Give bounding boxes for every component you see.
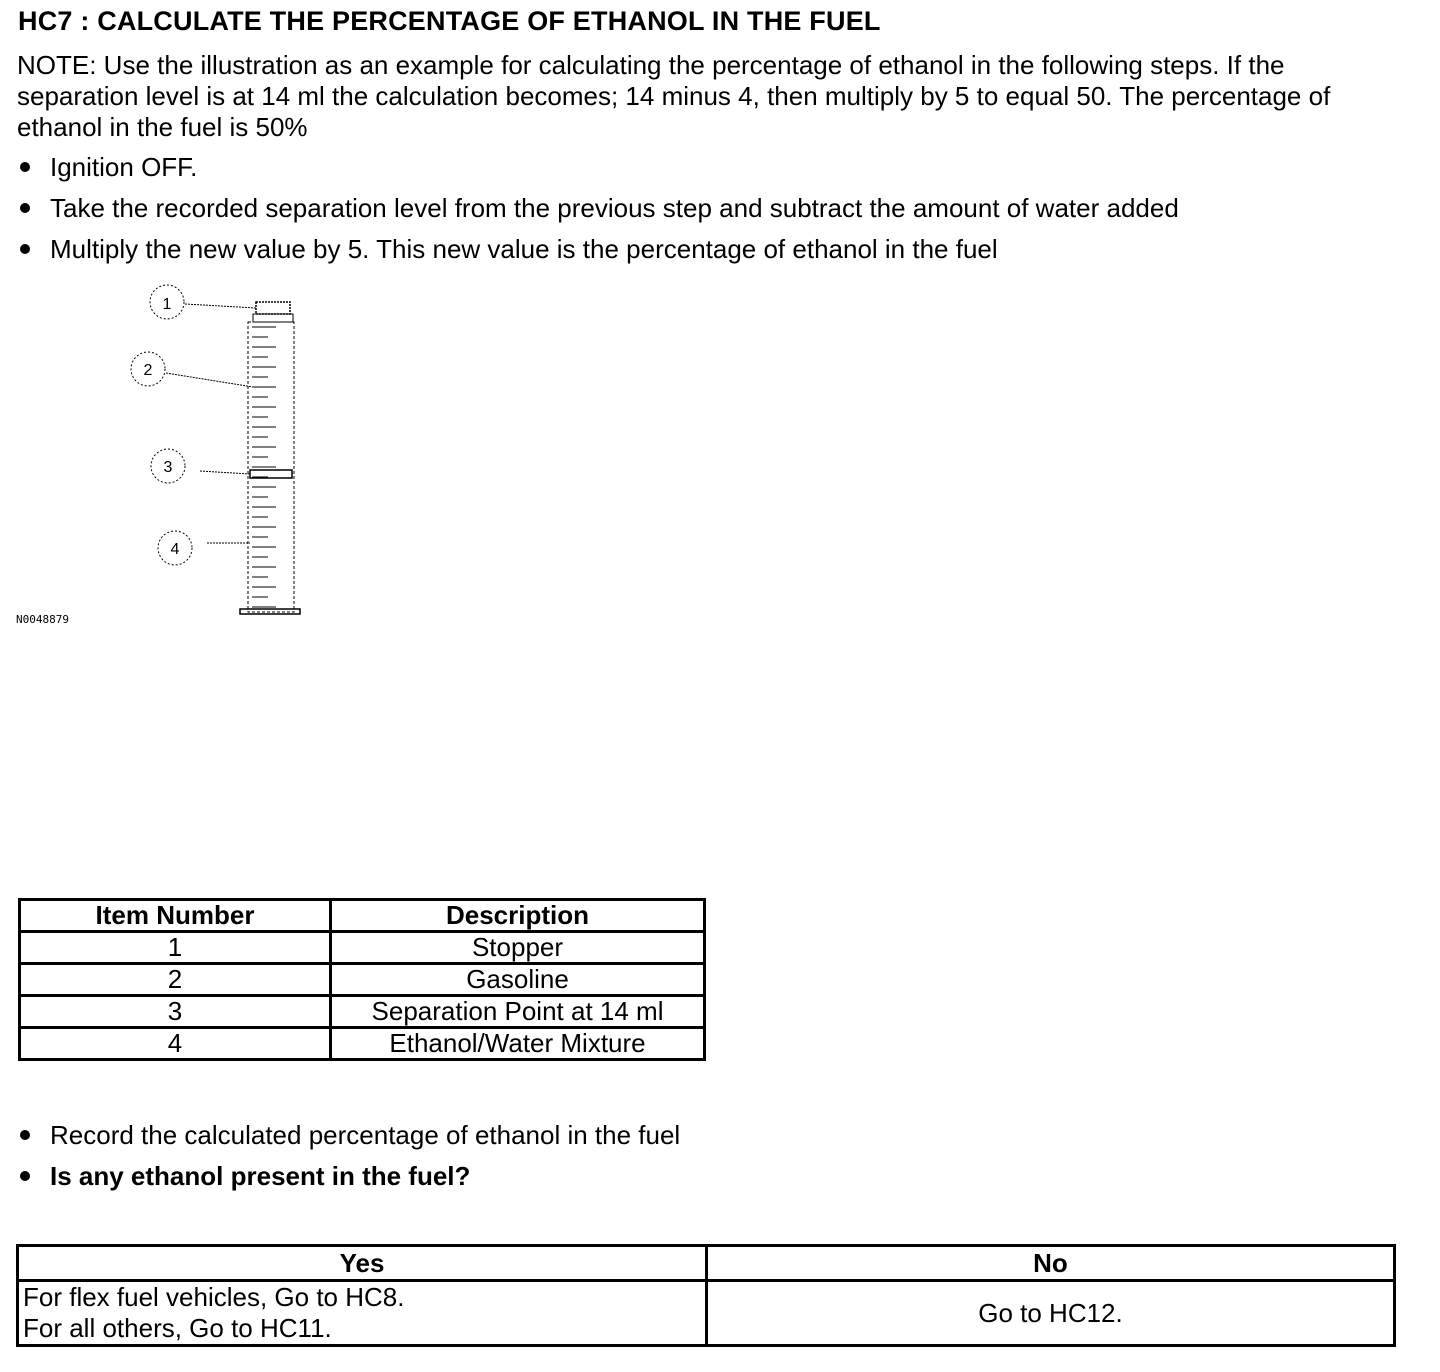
item-description-table xyxy=(18,898,706,1061)
yes-cell xyxy=(18,1281,707,1346)
table-row xyxy=(20,996,705,1028)
table-row xyxy=(20,964,705,996)
step-list-2 xyxy=(18,1120,680,1202)
callout-1-leader xyxy=(185,304,256,308)
header-item-number: Item Number xyxy=(20,900,331,932)
callout-2-label: 2 xyxy=(143,362,153,379)
figure-id: N0048879 xyxy=(16,613,69,626)
note-text: NOTE: Use the illustration as an example for calculating the percentage of ethanol in the following steps. If the separation level is at 14 ml the calculation becomes; 14 minus 4, then multiply by 5 to equal 50. The percentage of ethanol in the fuel is 50% xyxy=(17,50,1331,142)
header-yes: Yes xyxy=(18,1246,707,1281)
callout-4-label: 4 xyxy=(170,541,180,558)
step-text: Record the calculated percentage of ethanol in the fuel xyxy=(50,1120,681,1150)
item-number-cell: 4 xyxy=(20,1028,331,1060)
no-cell: Go to HC12. xyxy=(707,1281,1395,1346)
step-text: Multiply the new value by 5. This new value is the percentage of ethanol in the fuel xyxy=(50,234,998,264)
step-text: Ignition OFF. xyxy=(50,152,198,182)
step-item xyxy=(18,234,1179,275)
header-no: No xyxy=(707,1246,1395,1281)
description-cell: Stopper xyxy=(331,932,705,964)
callout-1-label: 1 xyxy=(162,296,172,313)
graduation-marks xyxy=(252,327,276,607)
table-row xyxy=(20,932,705,964)
callout-3-leader xyxy=(200,471,250,474)
yes-line-all-others: For all others, Go to HC11. xyxy=(23,1313,332,1343)
item-number-cell: 2 xyxy=(20,964,331,996)
description-cell: Ethanol/Water Mixture xyxy=(331,1028,705,1060)
table-row xyxy=(20,1028,705,1060)
table-header-row xyxy=(20,900,705,932)
bullet-icon xyxy=(20,162,30,172)
description-cell: Gasoline xyxy=(331,964,705,996)
bullet-icon xyxy=(20,1171,30,1181)
graduated-cylinder-illustration xyxy=(10,275,320,630)
bullet-icon xyxy=(20,1130,30,1140)
yes-line-flex-fuel: For flex fuel vehicles, Go to HC8. xyxy=(23,1282,405,1312)
bullet-icon xyxy=(20,244,30,254)
table-row xyxy=(18,1281,1395,1346)
step-list xyxy=(18,152,1179,275)
description-cell: Separation Point at 14 ml xyxy=(331,996,705,1028)
question-text: Is any ethanol present in the fuel? xyxy=(50,1161,471,1191)
step-item xyxy=(18,1120,680,1161)
header-description: Description xyxy=(331,900,705,932)
step-item xyxy=(18,1161,680,1202)
step-item xyxy=(18,152,1179,193)
page-title: HC7 : CALCULATE THE PERCENTAGE OF ETHANOL IN THE FUEL xyxy=(18,6,881,36)
bullet-icon xyxy=(20,203,30,213)
step-text: Take the recorded separation level from the previous step and subtract the amount of water added xyxy=(50,193,1179,223)
callout-2-leader xyxy=(166,373,253,387)
yes-no-decision-table xyxy=(16,1244,1396,1347)
step-item xyxy=(18,193,1179,234)
item-number-cell: 3 xyxy=(20,996,331,1028)
stopper-shape xyxy=(256,302,290,314)
table-header-row xyxy=(18,1246,1395,1281)
callout-3-label: 3 xyxy=(163,459,173,476)
item-number-cell: 1 xyxy=(20,932,331,964)
cylinder-neck xyxy=(253,314,293,322)
